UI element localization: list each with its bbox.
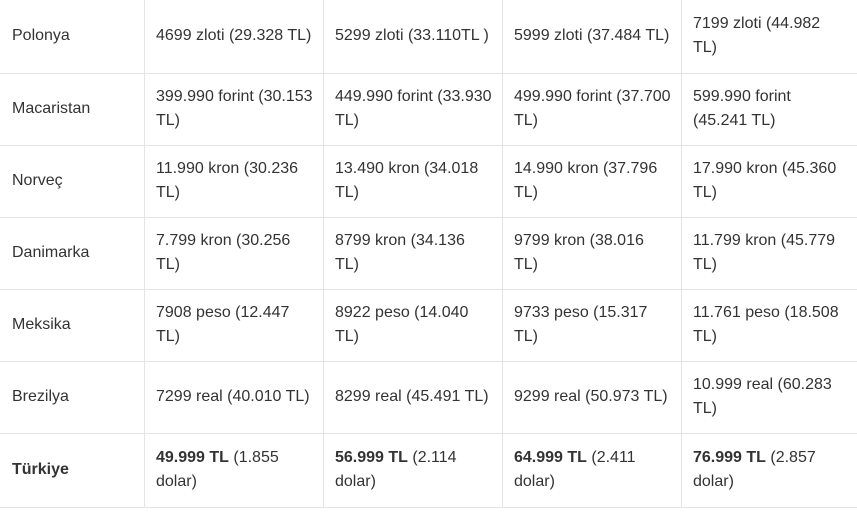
table-row-meksika [0, 289, 857, 361]
price-cell: 5999 zloti (37.484 TL) [503, 0, 682, 73]
price-cell: 7908 peso (12.447 TL) [145, 289, 324, 361]
price-cell: 4699 zloti (29.328 TL) [145, 0, 324, 73]
price-cell: 8299 real (45.491 TL) [324, 361, 503, 433]
price-cell: 14.990 kron (37.796 TL) [503, 145, 682, 217]
dollar-price: (2.857 dolar) [693, 449, 816, 490]
price-cell: 9299 real (50.973 TL) [503, 361, 682, 433]
country-cell: Polonya [0, 0, 145, 73]
price-cell: 599.990 forint (45.241 TL) [682, 73, 857, 145]
table-row-brezilya [0, 361, 857, 433]
price-cell: 10.999 real (60.283 TL) [682, 361, 857, 433]
price-cell: 449.990 forint (33.930 TL) [324, 73, 503, 145]
price-cell [324, 433, 503, 507]
price-cell: 11.990 kron (30.236 TL) [145, 145, 324, 217]
tl-price: 76.999 TL [693, 449, 766, 466]
price-cell: 7.799 kron (30.256 TL) [145, 217, 324, 289]
price-cell: 7199 zloti (44.982 TL) [682, 0, 857, 73]
tl-price: 49.999 TL [156, 449, 229, 466]
price-cell: 8922 peso (14.040 TL) [324, 289, 503, 361]
table-row-polonya [0, 0, 857, 73]
price-cell: 11.761 peso (18.508 TL) [682, 289, 857, 361]
price-cell: 8799 kron (34.136 TL) [324, 217, 503, 289]
country-cell: Danimarka [0, 217, 145, 289]
table-row-danimarka [0, 217, 857, 289]
price-cell: 11.799 kron (45.779 TL) [682, 217, 857, 289]
country-cell: Brezilya [0, 361, 145, 433]
table-row-macaristan [0, 73, 857, 145]
price-cell: 17.990 kron (45.360 TL) [682, 145, 857, 217]
table-row-turkiye [0, 433, 857, 507]
country-cell: Macaristan [0, 73, 145, 145]
price-cell: 9733 peso (15.317 TL) [503, 289, 682, 361]
country-cell: Türkiye [0, 433, 145, 507]
country-cell: Norveç [0, 145, 145, 217]
price-cell [145, 433, 324, 507]
price-cell: 5299 zloti (33.110TL ) [324, 0, 503, 73]
country-cell: Meksika [0, 289, 145, 361]
dollar-price: (1.855 dolar) [156, 449, 279, 490]
price-cell: 7299 real (40.010 TL) [145, 361, 324, 433]
price-cell: 399.990 forint (30.153 TL) [145, 73, 324, 145]
price-cell [503, 433, 682, 507]
price-cell: 9799 kron (38.016 TL) [503, 217, 682, 289]
dollar-price: (2.411 dolar) [514, 449, 636, 490]
price-cell: 13.490 kron (34.018 TL) [324, 145, 503, 217]
tl-price: 64.999 TL [514, 449, 587, 466]
dollar-price: (2.114 dolar) [335, 449, 457, 490]
price-cell: 499.990 forint (37.700 TL) [503, 73, 682, 145]
tl-price: 56.999 TL [335, 449, 408, 466]
table-row-norvec [0, 145, 857, 217]
price-cell [682, 433, 857, 507]
